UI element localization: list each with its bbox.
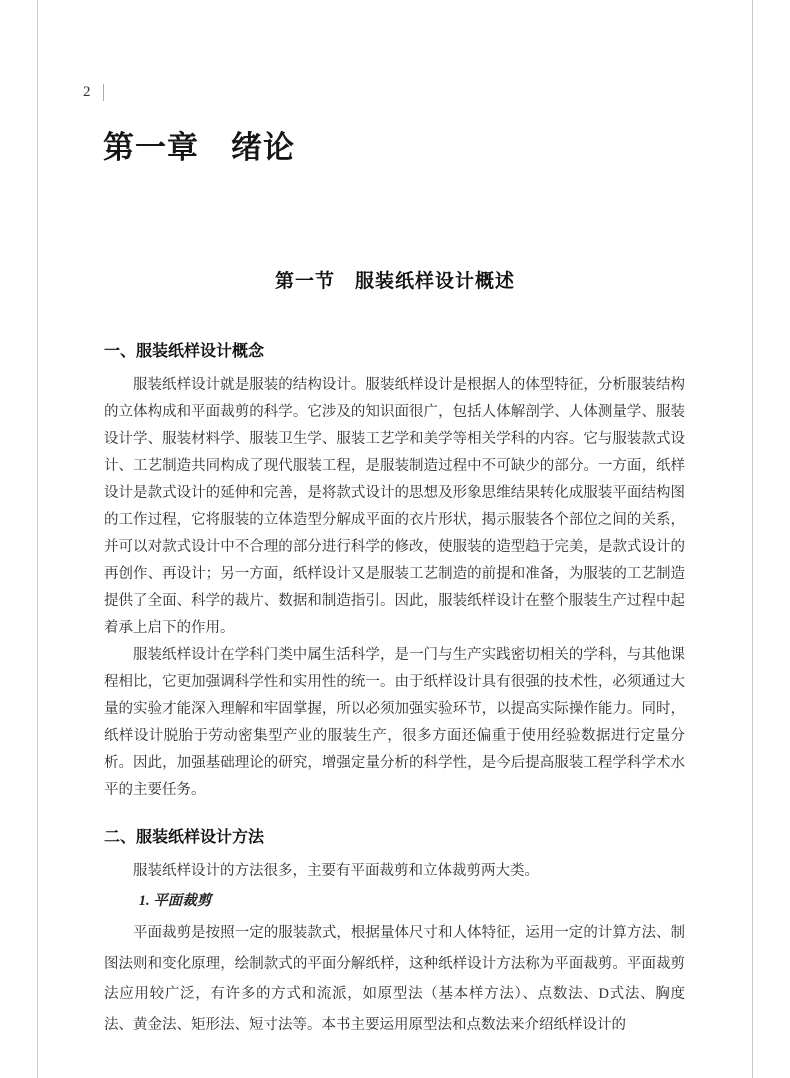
paragraph-concept-2: 服装纸样设计在学科门类中属生活科学，是一门与生产实践密切相关的学科，与其他课程相比，它更加强调科学性和实用性的统一。由于纸样设计具有很强的技术性，必须通过大量的实验才能深入理解和牢固掌握，所以必须加强实验环节，以提高实际操作能力。同时，纸样设计脱胎于劳动密集型产业的服装生产，很多方面还偏重于使用经验数据进行定量分析。因此，加强基础理论的研究，增强定量分析的科学性，是今后提高服装工程学科学术水平的主要任务。	[104, 647, 685, 798]
heading-pattern-design-concept: 一、服装纸样设计概念	[104, 343, 265, 360]
subheading-flat-cutting: 1. 平面裁剪	[138, 893, 212, 909]
paragraph-flat-cutting: 平面裁剪是按照一定的服装款式，根据量体尺寸和人体特征，运用一定的计算方法、制图法则和变化原理，绘制款式的平面分解纸样，这种纸样设计方法称为平面裁剪。平面裁剪法应用较广泛，有许多的方式和流派，如原型法（基本样方法）、点数法、D式法、胸度法、黄金法、矩形法、短寸法等。本书主要运用原型法和点数法来介绍纸样设计的	[104, 925, 685, 1033]
page-number: 2	[83, 84, 91, 100]
paragraph-concept-1: 服装纸样设计就是服装的结构设计。服装纸样设计是根据人的体型特征，分析服装结构的立体构成和平面裁剪的科学。它涉及的知识面很广，包括人体解剖学、人体测量学、服装设计学、服装材料学、服装卫生学、服装工艺学和美学等相关学科的内容。它与服装款式设计、工艺制造共同构成了现代服装工程，是服装制造过程中不可缺少的部分。一方面，纸样设计是款式设计的延伸和完善，是将款式设计的思想及形象思维结果转化成服装平面结构图的工作过程，它将服装的立体造型分解成平面的衣片形状，揭示服装各个部位之间的关系，并可以对款式设计中不合理的部分进行科学的修改，使服装的造型趋于完美，是款式设计的再创作、再设计；另一方面，纸样设计又是服装工艺制造的前提和准备，为服装的工艺制造提供了全面、科学的裁片、数据和制造指引。因此，服装纸样设计在整个服装生产过程中起着承上启下的作用。	[104, 377, 685, 636]
page-content	[104, 338, 685, 1040]
chapter-title: 第一章 绪论	[103, 130, 295, 165]
left-margin-rule	[37, 0, 38, 1078]
heading-pattern-design-method: 二、服装纸样设计方法	[104, 829, 265, 846]
right-margin-rule	[752, 0, 753, 1078]
page-header	[83, 84, 104, 101]
section-title: 第一节 服装纸样设计概述	[274, 271, 515, 292]
paragraph-method-intro: 服装纸样设计的方法很多，主要有平面裁剪和立体裁剪两大类。	[133, 863, 539, 879]
page-number-divider	[103, 84, 104, 101]
